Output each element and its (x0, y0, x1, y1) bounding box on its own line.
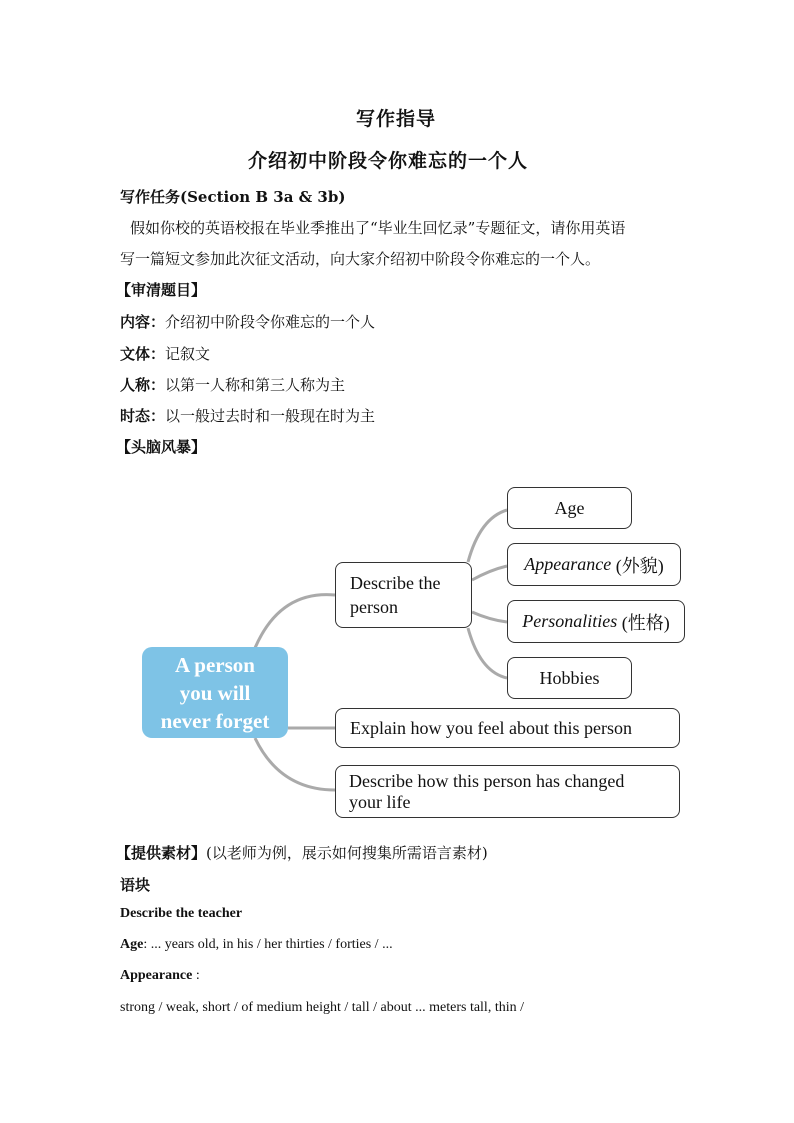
center-node (142, 647, 288, 738)
review-label: 文体： (120, 345, 166, 363)
describe-line-1: Describe the (350, 573, 441, 593)
age-line (120, 937, 393, 953)
changed-node (335, 765, 680, 818)
review-label: 人称： (120, 376, 166, 394)
materials-heading: 【提供素材】 (116, 844, 207, 862)
hobbies-label: Hobbies (539, 667, 600, 688)
appearance-node (507, 543, 681, 586)
review-value: 以第一人称和第三人称为主 (165, 376, 346, 394)
review-value: 记叙文 (165, 345, 211, 363)
appearance-text: strong / weak, short / of medium height / tall / about ... meters tall, thin / (120, 1000, 524, 1015)
appearance-line (120, 968, 200, 984)
center-line-3: never forget (160, 708, 270, 733)
appearance-line-colon: : (192, 968, 200, 983)
materials-line (116, 842, 488, 863)
appearance-line-label: Appearance (120, 968, 193, 983)
connector-personalities (472, 612, 507, 622)
brainstorm-heading: 【头脑风暴】 (116, 438, 207, 456)
describe-node (335, 562, 472, 628)
describe-line-2: person (350, 597, 398, 617)
explain-node (335, 708, 680, 748)
mind-map (120, 470, 700, 830)
appearance-label: Appearance (524, 554, 612, 574)
describe-teacher: Describe the teacher (120, 906, 243, 921)
review-value: 以一般过去时和一般现在时为主 (165, 407, 376, 425)
review-item-person (120, 374, 345, 395)
materials-note: (以老师为例，展示如何搜集所需语言素材) (206, 844, 488, 862)
connector-changed (255, 738, 335, 790)
changed-line-2: your life (349, 791, 411, 812)
personalities-label: Personalities (522, 611, 618, 631)
connector-describe (255, 595, 335, 648)
task-line-1: 假如你校的英语校报在毕业季推出了“毕业生回忆录”专题征文，请你用英语 (130, 219, 626, 237)
changed-line-1: Describe how this person has changed (349, 770, 625, 791)
page-subtitle: 介绍初中阶段令你难忘的一个人 (248, 150, 529, 172)
task-heading: 写作任务(Section B 3a & 3b) (120, 188, 346, 206)
connector-hobbies (468, 628, 507, 678)
age-line-text: : ... years old, in his / her thirties / forties / ... (143, 937, 393, 952)
chunks-label: 语块 (120, 876, 151, 894)
personalities-node (507, 600, 685, 643)
center-line-2: you will (179, 680, 251, 705)
connector-age (468, 510, 507, 562)
review-item-genre (120, 343, 210, 364)
review-item-content (120, 311, 375, 332)
task-line-2: 写一篇短文参加此次征文活动，向大家介绍初中阶段令你难忘的一个人。 (120, 250, 601, 268)
review-item-tense (120, 405, 375, 426)
review-heading: 【审清题目】 (116, 281, 207, 299)
age-node (507, 487, 632, 529)
review-label: 时态： (120, 407, 166, 425)
center-line-1: A person (175, 652, 255, 677)
age-label: Age (554, 497, 585, 518)
personalities-zh: (性格) (621, 612, 670, 633)
hobbies-node (507, 657, 632, 699)
explain-label: Explain how you feel about this person (350, 717, 632, 738)
review-label: 内容： (120, 313, 166, 331)
appearance-zh: (外貌) (615, 555, 664, 576)
connector-appearance (472, 566, 507, 580)
age-line-label: Age (120, 937, 144, 952)
page-title: 写作指导 (356, 108, 437, 130)
review-value: 介绍初中阶段令你难忘的一个人 (165, 313, 376, 331)
